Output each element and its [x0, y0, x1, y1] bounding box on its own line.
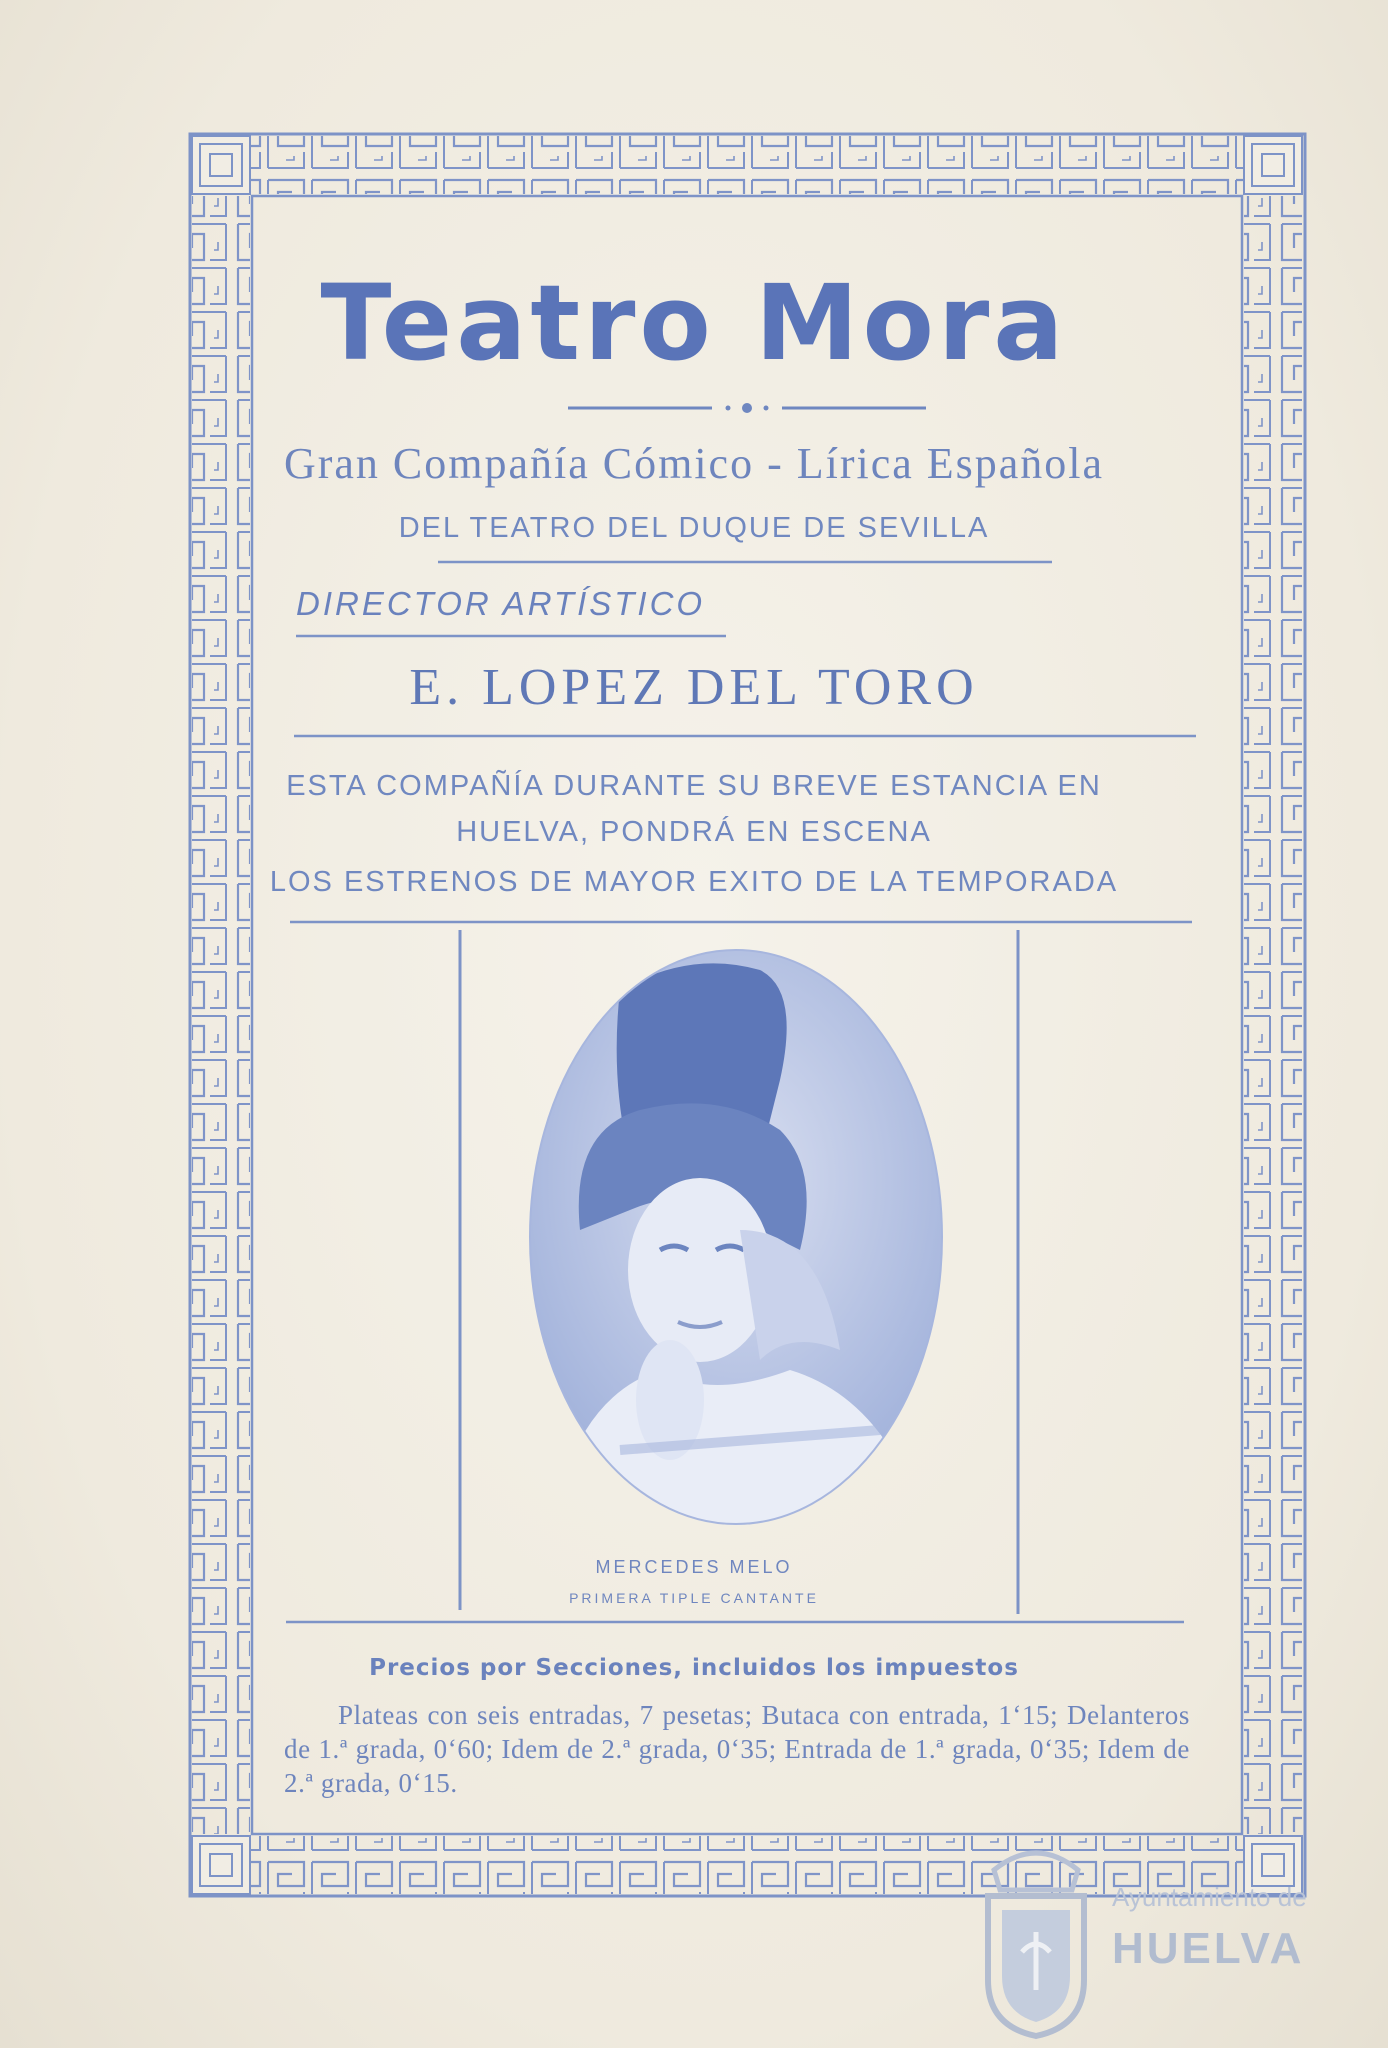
director-label: DIRECTOR ARTÍSTICO [296, 585, 706, 622]
prices-text: Plateas con seis entradas, 7 pesetas; Butaca con entrada, 1‘15; Delanteros de 1.ª grada, 0‘60; Idem de 2.ª grada, 0‘35; Entrada de 1.ª grada, 0‘35; Idem de 2.ª grada, 0‘15. [284, 1700, 1190, 1798]
portrait-photo [460, 930, 1018, 1614]
intro-line: LOS ESTRENOS DE MAYOR EXITO DE LA TEMPORADA [269, 866, 1119, 898]
watermark-line-2: HUELVA [1112, 1924, 1305, 1973]
intro-line: ESTA COMPAÑÍA DURANTE SU BREVE ESTANCIA EN [286, 770, 1102, 802]
photo-caption-name: MERCEDES MELO [595, 1557, 793, 1577]
poster-title: Teatro Mora [320, 262, 1068, 384]
watermark-line-1: Ayuntamiento de [1112, 1882, 1307, 1912]
city-coat-of-arms-icon [974, 1840, 1098, 2040]
intro-line: HUELVA, PONDRÁ EN ESCENA [456, 816, 932, 848]
photo-caption-role: PRIMERA TIPLE CANTANTE [569, 1590, 819, 1606]
prices-heading: Precios por Secciones, incluidos los impuestos [369, 1655, 1019, 1681]
company-subtitle: Gran Compañía Cómico - Lírica Española [283, 439, 1105, 488]
portrait-image [460, 930, 1018, 1614]
director-name: E. LOPEZ DEL TORO [409, 659, 979, 716]
city-watermark [974, 1840, 1314, 2040]
company-origin: DEL TEATRO DEL DUQUE DE SEVILLA [398, 512, 990, 544]
